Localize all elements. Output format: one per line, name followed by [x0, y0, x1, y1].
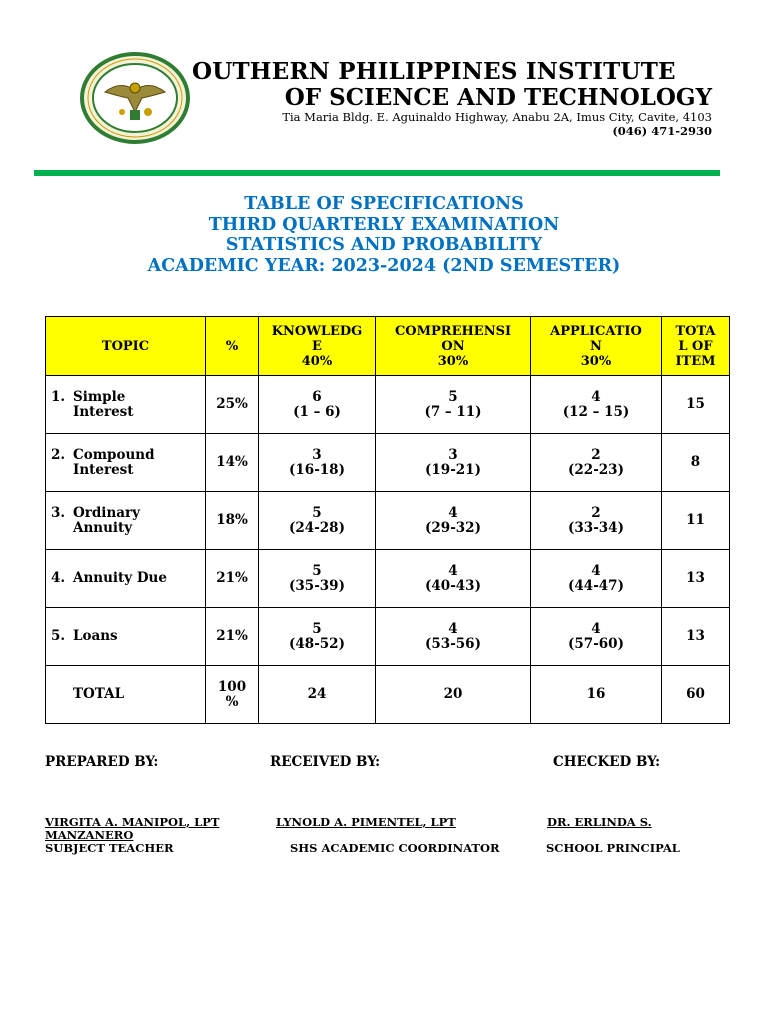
topic-number: 2. [51, 446, 66, 463]
item-range: (19-21) [425, 461, 481, 478]
application-cell [531, 434, 662, 492]
item-range: (1 – 6) [293, 403, 341, 420]
total-application-cell: 16 [531, 666, 662, 724]
header-percent: % [206, 317, 259, 376]
topic-number: 1. [51, 388, 66, 405]
knowledge-cell [259, 434, 376, 492]
topic-name-cont: Annuity [73, 519, 133, 536]
application-cell [531, 608, 662, 666]
prepared-by-name: VIRGITA A. MANIPOL, LPT [45, 815, 220, 829]
total-percent-cell [206, 666, 259, 724]
table-row [46, 608, 730, 666]
item-count: 4 [591, 562, 601, 579]
title-line3: STATISTICS AND PROBABILITY [225, 235, 543, 255]
table-row [46, 434, 730, 492]
header-knowledge-a: KNOWLEDG [271, 323, 363, 339]
item-count: 3 [448, 446, 458, 463]
item-range: (53-56) [425, 635, 481, 652]
institute-phone: (046) 471-2930 [612, 124, 712, 138]
total-cell: 13 [662, 608, 730, 666]
checked-by-name: DR. ERLINDA S. [547, 815, 652, 829]
comprehension-cell [376, 550, 531, 608]
table-row [46, 376, 730, 434]
comprehension-cell [376, 376, 531, 434]
header-comprehension-a: COMPREHENSI [394, 323, 512, 339]
item-count: 5 [448, 388, 458, 405]
total-label: TOTAL [73, 686, 125, 702]
application-cell [531, 550, 662, 608]
checked-by-role: SCHOOL PRINCIPAL [546, 841, 680, 855]
topic-name: Loans [73, 628, 118, 644]
header-comprehension [376, 317, 531, 376]
header-comprehension-weight: 30% [437, 353, 469, 369]
item-range: (7 – 11) [424, 403, 482, 420]
title-line1: TABLE OF SPECIFICATIONS [244, 194, 524, 214]
knowledge-cell [259, 550, 376, 608]
item-count: 5 [312, 504, 322, 521]
checked-by-name-cont: MANZANERO [45, 828, 134, 842]
item-count: 5 [312, 562, 322, 579]
item-count: 2 [591, 504, 601, 521]
header-application-weight: 30% [580, 353, 612, 369]
topic-name: Ordinary [73, 504, 140, 521]
total-knowledge-cell: 24 [259, 666, 376, 724]
topic-number: 3. [51, 504, 66, 521]
comprehension-cell [376, 434, 531, 492]
prepared-by-role: SUBJECT TEACHER [45, 841, 174, 855]
item-range: (24-28) [289, 519, 345, 536]
item-count: 5 [312, 620, 322, 637]
received-by-role: SHS ACADEMIC COORDINATOR [290, 841, 500, 855]
header-comprehension-b: ON [441, 338, 465, 354]
total-percent-b: % [225, 693, 239, 710]
specifications-table [45, 316, 730, 724]
topic-cell [46, 492, 206, 550]
total-percent-a: 100 [217, 678, 247, 695]
percent-cell: 21% [206, 608, 259, 666]
percent-cell: 25% [206, 376, 259, 434]
topic-name: Annuity Due [73, 570, 167, 586]
item-count: 4 [448, 620, 458, 637]
total-comprehension-cell: 20 [376, 666, 531, 724]
topic-cell [46, 376, 206, 434]
header-knowledge-weight: 40% [301, 353, 333, 369]
item-range: (22-23) [568, 461, 624, 478]
item-range: (40-43) [425, 577, 481, 594]
percent-cell: 21% [206, 550, 259, 608]
item-range: (35-39) [289, 577, 345, 594]
total-cell: 8 [662, 434, 730, 492]
title-line4: ACADEMIC YEAR: 2023-2024 (2ND SEMESTER) [147, 255, 621, 276]
received-by-label: RECEIVED BY: [270, 754, 381, 770]
checked-by-label: CHECKED BY: [553, 754, 661, 770]
table-row [46, 492, 730, 550]
item-range: (48-52) [289, 635, 345, 652]
knowledge-cell [259, 376, 376, 434]
header-application [531, 317, 662, 376]
grand-total-cell: 60 [662, 666, 730, 724]
header-application-b: N [590, 338, 602, 354]
percent-cell: 18% [206, 492, 259, 550]
item-count: 2 [591, 446, 601, 463]
item-range: (29-32) [425, 519, 481, 536]
item-count: 4 [448, 562, 458, 579]
letterhead [0, 0, 768, 170]
topic-cell [46, 608, 206, 666]
item-count: 4 [448, 504, 458, 521]
knowledge-cell [259, 492, 376, 550]
topic-number: 4. [51, 570, 66, 586]
item-range: (12 – 15) [562, 403, 630, 420]
title-line2: THIRD QUARTERLY EXAMINATION [208, 214, 560, 235]
topic-cell [46, 434, 206, 492]
header-divider [34, 170, 720, 176]
topic-number: 5. [51, 628, 66, 644]
header-application-a: APPLICATIO [550, 323, 642, 339]
application-cell [531, 376, 662, 434]
item-range: (16-18) [289, 461, 345, 478]
application-cell [531, 492, 662, 550]
prepared-by-label: PREPARED BY: [45, 754, 159, 770]
item-range: (44-47) [568, 577, 624, 594]
topic-name: Simple [73, 388, 126, 405]
institute-name-line2: OF SCIENCE AND TECHNOLOGY [284, 84, 712, 111]
knowledge-cell [259, 608, 376, 666]
topic-cell [46, 550, 206, 608]
document-titles [0, 194, 768, 276]
percent-cell: 14% [206, 434, 259, 492]
header-knowledge [259, 317, 376, 376]
header-knowledge-b: E [312, 338, 322, 354]
header-total-c: ITEM [675, 353, 716, 369]
comprehension-cell [376, 492, 531, 550]
total-cell: 15 [662, 376, 730, 434]
topic-name: Compound [73, 446, 155, 463]
comprehension-cell [376, 608, 531, 666]
item-range: (33-34) [568, 519, 624, 536]
received-by-name: LYNOLD A. PIMENTEL, LPT [276, 815, 456, 829]
item-count: 6 [312, 388, 322, 405]
total-label-cell [46, 666, 206, 724]
item-count: 3 [312, 446, 322, 463]
header-total-b: L OF [678, 338, 713, 354]
table-row [46, 550, 730, 608]
header-total-a: TOTA [675, 323, 716, 339]
item-range: (57-60) [568, 635, 624, 652]
header-topic: TOPIC [46, 317, 206, 376]
table-total-row [46, 666, 730, 724]
institute-address: Tia Maria Bldg. E. Aguinaldo Highway, Anabu 2A, Imus City, Cavite, 4103 [282, 110, 712, 124]
topic-name-cont: Interest [73, 461, 134, 478]
table-header-row [46, 317, 730, 376]
header-total [662, 317, 730, 376]
item-count: 4 [591, 388, 601, 405]
total-cell: 11 [662, 492, 730, 550]
school-seal-logo [80, 52, 190, 144]
total-cell: 13 [662, 550, 730, 608]
institute-name-line1: OUTHERN PHILIPPINES INSTITUTE [192, 58, 676, 85]
item-count: 4 [591, 620, 601, 637]
topic-name-cont: Interest [73, 403, 134, 420]
